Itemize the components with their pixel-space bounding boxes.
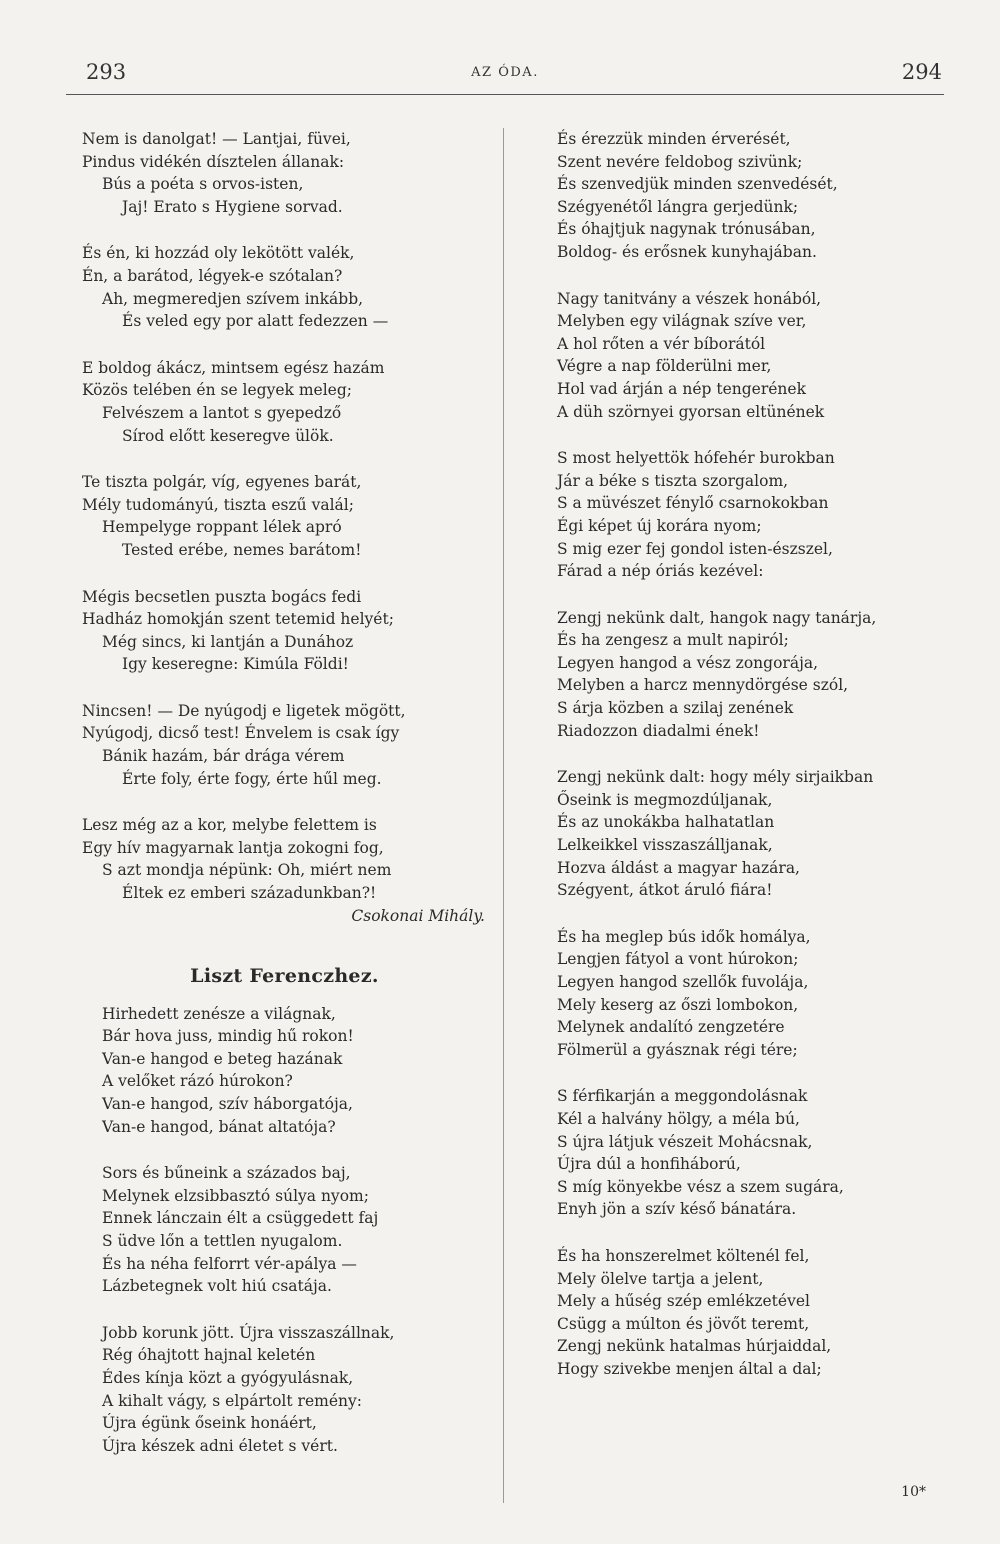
- stanza: [557, 1245, 957, 1381]
- verse-line: Ah, megmeredjen szívem inkább,: [102, 289, 364, 308]
- verse-line: Nem is danolgat! — Lantjai, füvei,: [82, 130, 351, 148]
- verse-line: Boldog- és erősnek kunyhajában.: [557, 242, 817, 261]
- verse-line: Égi képet új korára nyom;: [557, 516, 762, 535]
- verse-line: Én, a barátod, légyek-e szótalan?: [82, 266, 343, 285]
- verse-line: Sors és bűneink a százados baj,: [102, 1164, 351, 1183]
- verse-line: Közös telében én se legyek meleg;: [82, 381, 352, 400]
- stanza: [82, 814, 487, 904]
- verse-line: Újra dúl a honfiháború,: [557, 1155, 741, 1174]
- signature-mark: 10*: [901, 1484, 926, 1500]
- verse-line: Hirhedett zenésze a világnak,: [102, 1004, 336, 1023]
- stanza: [82, 586, 487, 676]
- verse-line: Melynek andalító zengzetére: [557, 1018, 785, 1037]
- verse-line: S míg könyekbe vész a szem sugára,: [557, 1177, 844, 1196]
- verse-line: Hol vad árján a nép tengerének: [557, 379, 806, 398]
- verse-line: Mely a hűség szép emlékzetével: [557, 1292, 810, 1311]
- verse-line: Mély tudományú, tiszta eszű valál;: [82, 495, 354, 514]
- verse-line: És szenvedjük minden szenvedését,: [557, 175, 838, 194]
- verse-line: Riadozzon diadalmi ének!: [557, 721, 760, 740]
- verse-line: S most helyettök hófehér burokban: [557, 449, 835, 468]
- verse-line: A kihalt vágy, s elpártolt remény:: [102, 1391, 362, 1410]
- verse-line: Zengj nekünk hatalmas húrjaiddal,: [557, 1337, 832, 1356]
- verse-line: Legyen hangod szellők fuvolája,: [557, 973, 809, 991]
- verse-line: Mégis becsetlen puszta bogács fedi: [82, 587, 362, 606]
- right-column: [557, 128, 957, 1405]
- verse-line: Mely keserg az őszi lombokon,: [557, 995, 799, 1014]
- verse-line: S üdve lőn a tettlen nyugalom.: [102, 1231, 343, 1250]
- verse-line: Fárad a nép óriás kezével:: [557, 562, 764, 581]
- verse-line: És ha zengesz a mult napiról;: [557, 631, 789, 650]
- verse-line: Sírod előtt keseregve ülök.: [122, 426, 334, 445]
- verse-line: Lelkeikkel visszaszálljanak,: [557, 836, 773, 855]
- verse-line: A hol rőten a vér bíborától: [557, 334, 766, 353]
- verse-line: Lengjen fátyol a vont húrokon;: [557, 950, 799, 969]
- stanza: [82, 1162, 487, 1298]
- verse-line: S azt mondja népünk: Oh, miért nem: [102, 861, 392, 880]
- stanza: [82, 1322, 487, 1458]
- verse-line: Egy hív magyarnak lantja zokogni fog,: [82, 838, 384, 857]
- poem-csokonai: [82, 128, 487, 905]
- verse-line: S újra látjuk vészeit Mohácsnak,: [557, 1132, 813, 1151]
- verse-line: Melyben egy világnak szíve ver,: [557, 312, 807, 331]
- verse-line: Nincsen! — De nyúgodj e ligetek mögött,: [82, 701, 406, 720]
- verse-line: Igy keseregne: Kimúla Földi!: [122, 655, 349, 674]
- verse-line: Érte foly, érte fogy, érte hűl meg.: [122, 769, 382, 788]
- verse-line: Felvészem a lantot s gyepedző: [102, 403, 342, 422]
- verse-line: Őseink is megmozdúljanak,: [557, 790, 773, 809]
- right-page-number: 294: [901, 60, 942, 84]
- verse-line: Bánik hazám, bár drága vérem: [102, 747, 345, 766]
- verse-line: És az unokákba halhatatlan: [557, 813, 775, 832]
- verse-line: Lázbetegnek volt hiú csatája.: [102, 1277, 332, 1296]
- verse-line: És ha meglep bús idők homálya,: [557, 927, 811, 946]
- verse-line: Nyúgodj, dicső test! Énvelem is csak így: [82, 724, 400, 743]
- verse-line: Jár a béke s tiszta szorgalom,: [557, 471, 789, 490]
- verse-line: Éltek ez emberi századunkban?!: [122, 884, 377, 903]
- verse-line: Enyh jön a szív késő bánatára.: [557, 1200, 797, 1219]
- verse-line: Melyben a harcz mennydörgése szól,: [557, 676, 849, 695]
- verse-line: Te tiszta polgár, víg, egyenes barát,: [82, 473, 362, 492]
- verse-line: Édes kínja közt a gyógyulásnak,: [102, 1368, 354, 1387]
- verse-line: És óhajtjuk nagynak trónusában,: [557, 220, 816, 239]
- poem-title: Liszt Ferenczhez.: [190, 964, 379, 987]
- verse-line: Melynek elzsibbasztó súlya nyom;: [102, 1186, 369, 1205]
- verse-line: És ha néha felforrt vér-apálya —: [102, 1254, 357, 1273]
- left-page-number: 293: [86, 60, 127, 84]
- stanza: [557, 607, 957, 743]
- stanza: [557, 926, 957, 1062]
- stanza: [82, 242, 487, 332]
- verse-line: Végre a nap földerülni mer,: [557, 357, 772, 376]
- verse-line: Rég óhajtott hajnal keletén: [102, 1346, 316, 1365]
- verse-line: Jobb korunk jött. Újra visszaszállnak,: [102, 1323, 395, 1342]
- poem-liszt-ferenczhez: [82, 1003, 487, 1458]
- verse-line: S férfikarján a meggondolásnak: [557, 1087, 808, 1106]
- verse-line: Ennek lánczain élt a csüggedett faj: [102, 1209, 379, 1228]
- verse-line: Zengj nekünk dalt, hangok nagy tanárja,: [557, 608, 877, 627]
- verse-line: Jaj! Erato s Hygiene sorvad.: [122, 197, 343, 216]
- verse-line: E boldog ákácz, mintsem egész hazám: [82, 358, 385, 377]
- verse-line: Még sincs, ki lantján a Dunához: [102, 632, 354, 651]
- stanza: [557, 128, 957, 264]
- verse-line: Pindus vidékén dísztelen állanak:: [82, 152, 345, 171]
- verse-line: És én, ki hozzád oly lekötött valék,: [82, 244, 355, 263]
- stanza: [82, 1003, 487, 1139]
- stanza: [82, 128, 487, 218]
- verse-line: És érezzük minden érverését,: [557, 130, 791, 148]
- verse-line: Van-e hangod, szív háborgatója,: [102, 1095, 353, 1113]
- verse-line: S a müvészet fénylő csarnokokban: [557, 494, 829, 513]
- header-rule: [66, 94, 944, 95]
- running-title: AZ ÓDA.: [471, 65, 539, 80]
- verse-line: Újra égünk őseink honáért,: [102, 1414, 317, 1433]
- verse-line: A düh szörnyei gyorsan eltünének: [557, 402, 825, 421]
- verse-line: Van-e hangod e beteg hazának: [102, 1049, 343, 1068]
- poem-author: Csokonai Mihály.: [351, 906, 485, 925]
- verse-line: És veled egy por alatt fedezzen —: [122, 312, 389, 331]
- verse-line: Szent nevére feldobog szivünk;: [557, 152, 803, 171]
- verse-line: Lesz még az a kor, melybe felettem is: [82, 816, 377, 835]
- left-column: [82, 128, 487, 1481]
- verse-line: Nagy tanitvány a vészek honából,: [557, 289, 822, 308]
- verse-line: Hempelyge roppant lélek apró: [102, 518, 342, 537]
- verse-line: Bár hova juss, mindig hű rokon!: [102, 1027, 354, 1046]
- verse-line: A velőket rázó húrokon?: [102, 1072, 293, 1091]
- stanza: [557, 766, 957, 902]
- verse-line: Bús a poéta s orvos-isten,: [102, 175, 304, 194]
- verse-line: S mig ezer fej gondol isten-észszel,: [557, 539, 833, 558]
- verse-line: Van-e hangod, bánat altatója?: [102, 1117, 336, 1136]
- verse-line: Szégyenétől lángra gerjedünk;: [557, 197, 799, 216]
- verse-line: Hogy szivekbe menjen által a dal;: [557, 1359, 822, 1378]
- verse-line: Csügg a múlton és jövőt teremt,: [557, 1314, 810, 1333]
- verse-line: S árja közben a szilaj zenének: [557, 699, 794, 718]
- verse-line: Zengj nekünk dalt: hogy mély sirjaikban: [557, 768, 874, 787]
- verse-line: Szégyent, átkot áruló fiára!: [557, 881, 773, 900]
- verse-line: Hadház homokján szent tetemid helyét;: [82, 610, 394, 629]
- column-divider: [503, 128, 504, 1503]
- verse-line: Kél a halvány hölgy, a méla bú,: [557, 1109, 800, 1128]
- stanza: [82, 471, 487, 561]
- verse-line: Hozva áldást a magyar hazára,: [557, 858, 800, 877]
- stanza: [557, 288, 957, 424]
- stanza: [557, 447, 957, 583]
- poem-liszt-continued: [557, 128, 957, 1381]
- page-header: [66, 58, 944, 94]
- verse-line: És ha honszerelmet költenél fel,: [557, 1246, 810, 1265]
- verse-line: Mely ölelve tartja a jelent,: [557, 1269, 764, 1288]
- verse-line: Tested erébe, nemes barátom!: [122, 540, 362, 559]
- verse-line: Fölmerül a gyásznak régi tére;: [557, 1040, 798, 1059]
- stanza: [557, 1085, 957, 1221]
- stanza: [82, 357, 487, 447]
- verse-line: Újra készek adni életet s vért.: [102, 1436, 338, 1455]
- stanza: [82, 700, 487, 790]
- verse-line: Legyen hangod a vész zongorája,: [557, 653, 819, 672]
